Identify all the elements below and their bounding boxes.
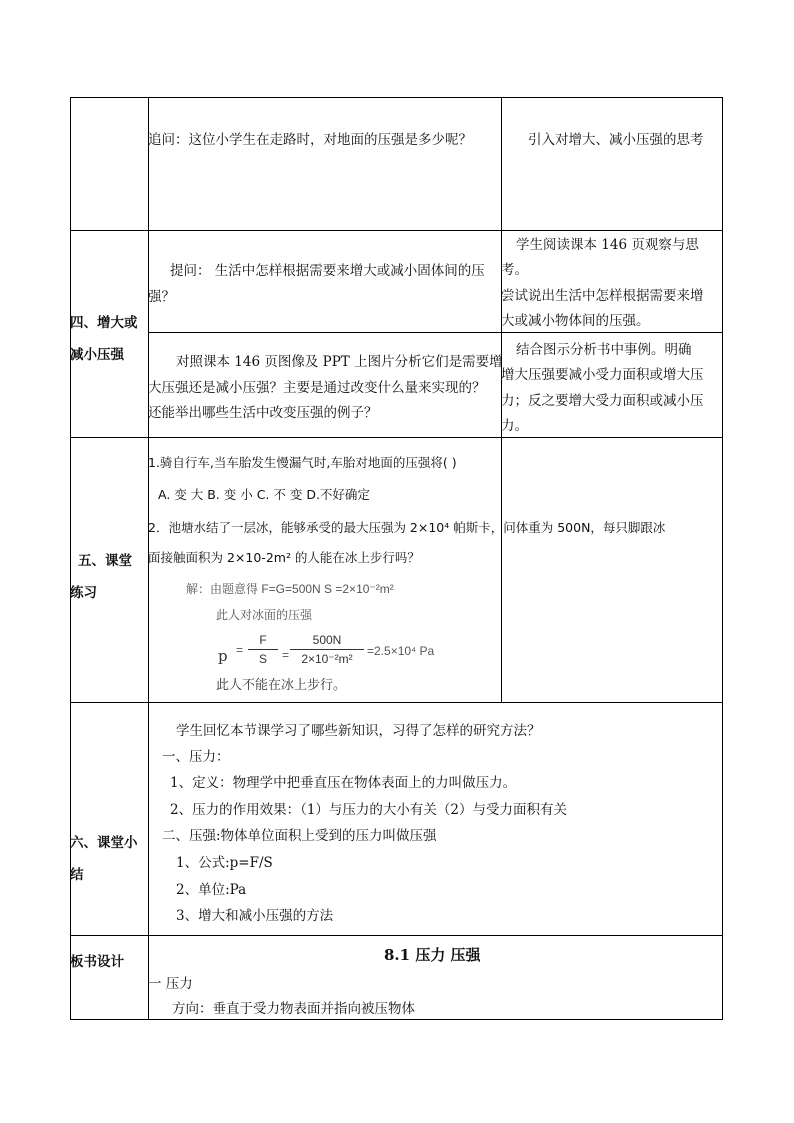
row-divider-4	[70, 935, 723, 936]
exercise-1: 1.骑自行车,当车胎发生慢漏气时,车胎对地面的压强将( )	[148, 455, 457, 470]
formula-numerator-value: 500N	[312, 633, 342, 647]
followup-question: 追问：这位小学生在走路时，对地面的压强是多少呢？	[148, 132, 472, 148]
exercise-2: 2．池塘水结了一层冰，能够承受的最大压强为 2×10⁴ 帕斯卡，问体重为 500N，每只脚跟冰	[148, 520, 666, 535]
formula-equals-2: =	[282, 648, 290, 662]
section4-student1-cont: 考。	[501, 262, 528, 278]
board-line-2: 方向：垂直于受力物表面并指向被压物体	[172, 1001, 415, 1017]
section4-question2: 对照课本 146 页图像及 PPT 上图片分析它们是需要增	[176, 354, 503, 370]
summary-intro: 学生回忆本节课学习了哪些新知识，习得了怎样的研究方法？	[176, 723, 541, 739]
formula-denominator-s: S	[258, 652, 267, 666]
solution-conclusion: 此人不能在冰上步行。	[216, 678, 347, 693]
section4-student1-cont2: 尝试说出生活中怎样根据需要来增	[501, 288, 704, 304]
exercise-1-options: A. 变 大 B. 变 小 C. 不 变 D.不好确定	[158, 487, 370, 502]
section4-student2-cont: 增大压强要减小受力面积或增大压	[501, 367, 704, 383]
row-divider-sub	[148, 332, 723, 333]
followup-intent: 引入对增大、减小压强的思考	[528, 132, 704, 148]
table-border-right	[722, 97, 723, 1020]
row-divider-3	[70, 702, 723, 703]
summary-pressure-effect: 2、压力的作用效果：（1）与压力的大小有关（2）与受力面积有关	[170, 802, 568, 818]
formula-denominator-value: 2×10⁻²m²	[301, 652, 353, 666]
formula-numerator-f: F	[259, 633, 267, 647]
table-border-top	[70, 97, 723, 98]
section4-student2-cont2: 力；反之要增大受力面积或减小压	[501, 393, 704, 409]
summary-methods: 3、增大和减小压强的方法	[176, 908, 334, 924]
section6-label: 六、课堂小	[70, 835, 138, 851]
summary-unit: 2、单位:Pa	[176, 882, 247, 898]
exercise-2-cont: 面接触面积为 2×10-2m² 的人能在冰上步行吗？	[148, 550, 420, 565]
formula-p: p	[218, 647, 228, 665]
section6-label-cont: 结	[70, 867, 84, 883]
board-label: 板书设计	[70, 954, 124, 970]
lesson-plan-table	[70, 97, 723, 1020]
table-border-bottom	[70, 1019, 723, 1020]
section5-label-cont: 练习	[70, 585, 97, 601]
section4-question2-cont: 大压强还是减小压强？主要是通过改变什么量来实现的？	[148, 380, 486, 396]
section5-label: 五、课堂	[78, 553, 132, 569]
section4-student1-cont3: 大或减小物体间的压强。	[501, 313, 650, 329]
row-divider-1	[70, 230, 723, 231]
summary-stress-heading: 二、压强:物体单位面积上受到的压力叫做压强	[162, 828, 437, 844]
section4-question2-cont2: 还能举出哪些生活中改变压强的例子？	[148, 405, 378, 421]
section4-student2: 结合图示分析书中事例。明确	[516, 342, 692, 358]
board-line-1: 一 压力	[148, 976, 193, 992]
formula-fraction-bar-1	[248, 649, 278, 650]
summary-formula: 1、公式:p=F/S	[176, 855, 273, 871]
formula-fraction-bar-2	[290, 649, 364, 650]
section4-label-cont: 减小压强	[70, 347, 124, 363]
board-title: 8.1 压力 压强	[384, 946, 481, 964]
solution-pressure-label: 此人对冰面的压强	[216, 608, 313, 622]
formula-equals-1: =	[236, 643, 244, 657]
section4-student1: 学生阅读课本 146 页观察与思	[516, 237, 699, 253]
section4-question1-cont: 强？	[148, 289, 175, 305]
row-divider-2	[70, 437, 723, 438]
solution-given: 解：由题意得 F=G=500N S =2×10⁻²m²	[186, 582, 394, 596]
section4-label: 四、增大或	[70, 315, 138, 331]
section4-question1: 提问： 生活中怎样根据需要来增大或减小固体间的压	[170, 263, 485, 279]
summary-pressure-definition: 1、定义：物理学中把垂直压在物体表面上的力叫做压力。	[170, 775, 517, 791]
formula-result: =2.5×10⁴ Pa	[367, 644, 435, 658]
summary-pressure-heading: 一、压力：	[162, 749, 230, 765]
section4-student2-cont3: 力。	[501, 418, 528, 434]
